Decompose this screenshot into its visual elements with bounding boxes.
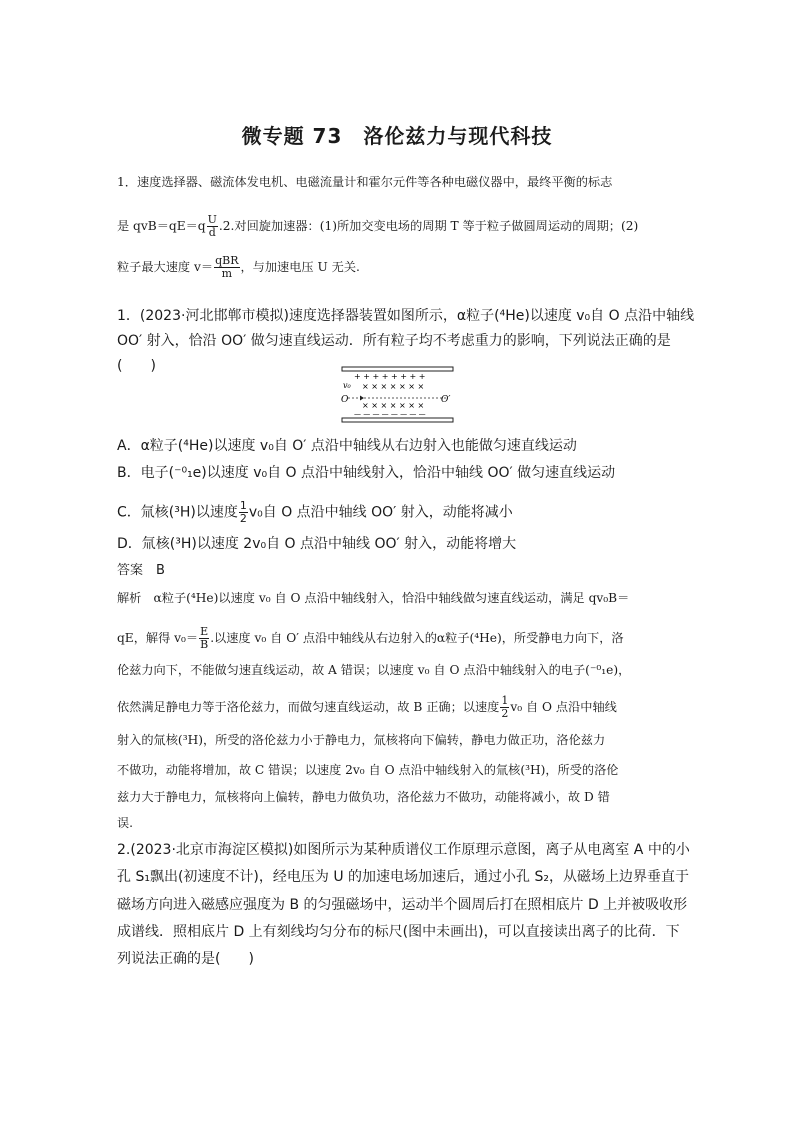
q1-solution-line-5: 射入的氚核(³H)，所受的洛伦兹力小于静电力，氚核将向下偏转，静电力做正功，洛伦兹力 <box>117 733 606 747</box>
q2-stem-line-2: 孔 S₁飘出(初速度不计)，经电压为 U 的加速电场加速后，通过小孔 S₂，从磁场上边界垂直于 <box>117 869 689 885</box>
fraction-e-over-b <box>199 626 209 651</box>
summary-line-3-pre: 粒子最大速度 v＝ <box>117 260 214 274</box>
q2-stem-line-5: 列说法正确的是( ) <box>117 951 254 967</box>
q1-solution-line-3: 伦兹力向下，不能做匀速直线运动，故 A 错误；以速度 v₀ 自 O 点沿中轴线射入的电子(⁻⁰₁e)， <box>117 663 631 677</box>
fraction-one-half <box>239 500 248 525</box>
q1-solution-line-6: 不做功，动能将增加，故 C 错误；以速度 2v₀ 自 O 点沿中轴线射入的氚核(³H)，所受的洛伦 <box>117 763 619 777</box>
q2-stem-line-3: 磁场方向进入磁感应强度为 B 的匀强磁场中，运动半个圆周后打在照相底片 D 上并被吸收形 <box>117 897 688 913</box>
fraction-one-half <box>500 695 509 720</box>
q1-answer: 答案 B <box>117 563 165 578</box>
q2-stem-line-4: 成谱线．照相底片 D 上有刻线均匀分布的标尺(图中未画出)，可以直接读出离子的比荷．下 <box>117 924 680 940</box>
q1-stem-line-1: 1．(2023·河北邯郸市模拟)速度选择器装置如图所示，α粒子(⁴He)以速度 v₀自 O 点沿中轴线 <box>117 308 695 324</box>
summary-line-2 <box>117 214 638 239</box>
q1-option-c-post: v₀自 O 点沿中轴线 OO′ 射入，动能将减小 <box>248 504 513 521</box>
q1-option-b: B．电子(⁻⁰₁e)以速度 v₀自 O 点沿中轴线射入，恰沿中轴线 OO′ 做匀速直线运动 <box>117 465 616 481</box>
frac-denominator: d <box>208 226 216 239</box>
q1-solution-line-7: 兹力大于静电力，氚核将向上偏转，静电力做负功，洛伦兹力不做功，动能将减小，故 D 错 <box>117 790 610 804</box>
q1-solution-line-1: 解析 α粒子(⁴He)以速度 v₀ 自 O 点沿中轴线射入，恰沿中轴线做匀速直线运动，满足 qv₀B＝ <box>117 591 630 605</box>
summary-line-2-post: .2.对回旋加速器：(1)所加交变电场的周期 T 等于粒子做圆周运动的周期；(2) <box>218 219 639 233</box>
q1-solution-line-2 <box>117 626 624 651</box>
frac-denominator: 2 <box>239 512 247 525</box>
frac-numerator: E <box>200 625 209 638</box>
minus-signs: — — — — — — — — <box>354 410 426 418</box>
summary-line-1: 1．速度选择器、磁流体发电机、电磁流量计和霍尔元件等各种电磁仪器中，最终平衡的标志 <box>117 175 613 189</box>
q1-option-c <box>117 500 513 525</box>
fraction-u-over-d <box>207 214 218 239</box>
sol4-post: v₀ 自 O 点沿中轴线 <box>510 700 617 714</box>
cross-row-2: × × × × × × × <box>362 401 425 410</box>
top-plate <box>342 367 453 371</box>
q2-stem-line-1: 2.(2023·北京市海淀区模拟)如图所示为某种质谱仪工作原理示意图，离子从电离室 A 中的小 <box>117 842 690 858</box>
q1-stem-line-2: OO′ 射入，恰沿 OO′ 做匀速直线运动．所有粒子均不考虑重力的影响，下列说法正确的是 <box>117 333 671 349</box>
cross-row-1: × × × × × × × <box>362 382 425 391</box>
plus-signs: + + + + + + + + <box>354 372 426 381</box>
page-title: 微专题 73 洛伦兹力与现代科技 <box>241 124 553 148</box>
q1-solution-line-8: 误. <box>117 816 134 830</box>
frac-numerator: 1 <box>501 694 509 707</box>
frac-denominator: m <box>221 267 232 280</box>
q1-option-d: D．氚核(³H)以速度 2v₀自 O 点沿中轴线 OO′ 射入，动能将增大 <box>117 536 517 552</box>
q1-solution-line-4 <box>117 695 617 720</box>
frac-denominator: B <box>200 638 209 651</box>
q1-option-a: A．α粒子(⁴He)以速度 v₀自 O′ 点沿中轴线从右边射入也能做匀速直线运动 <box>117 438 577 454</box>
sol4-pre: 依然满足静电力等于洛伦兹力，而做匀速直线运动，故 B 正确；以速度 <box>117 700 500 714</box>
point-o-prime-label: O′ <box>441 395 451 405</box>
point-o-label: O <box>341 395 349 405</box>
summary-line-2-pre: 是 qvB＝qE＝q <box>117 219 206 233</box>
q1-stem-line-3: ( ) <box>117 358 156 374</box>
fraction-qbr-over-m <box>214 255 239 280</box>
summary-line-3-post: ，与加速电压 U 无关. <box>240 260 360 274</box>
frac-denominator: 2 <box>501 707 509 720</box>
frac-numerator: 1 <box>239 499 247 512</box>
velocity-selector-diagram <box>340 364 455 426</box>
v0-label: v₀ <box>343 381 351 390</box>
velocity-arrow-icon <box>360 396 364 401</box>
frac-numerator: qBR <box>215 254 239 267</box>
sol2-pre: qE，解得 v₀＝ <box>117 631 199 645</box>
q1-option-c-pre: C．氚核(³H)以速度 <box>117 504 238 521</box>
summary-line-3 <box>117 255 360 280</box>
bottom-plate <box>342 418 453 422</box>
frac-numerator: U <box>207 213 217 226</box>
sol2-post: .以速度 v₀ 自 O′ 点沿中轴线从右边射入的α粒子(⁴He)，所受静电力向下，洛 <box>210 631 624 645</box>
